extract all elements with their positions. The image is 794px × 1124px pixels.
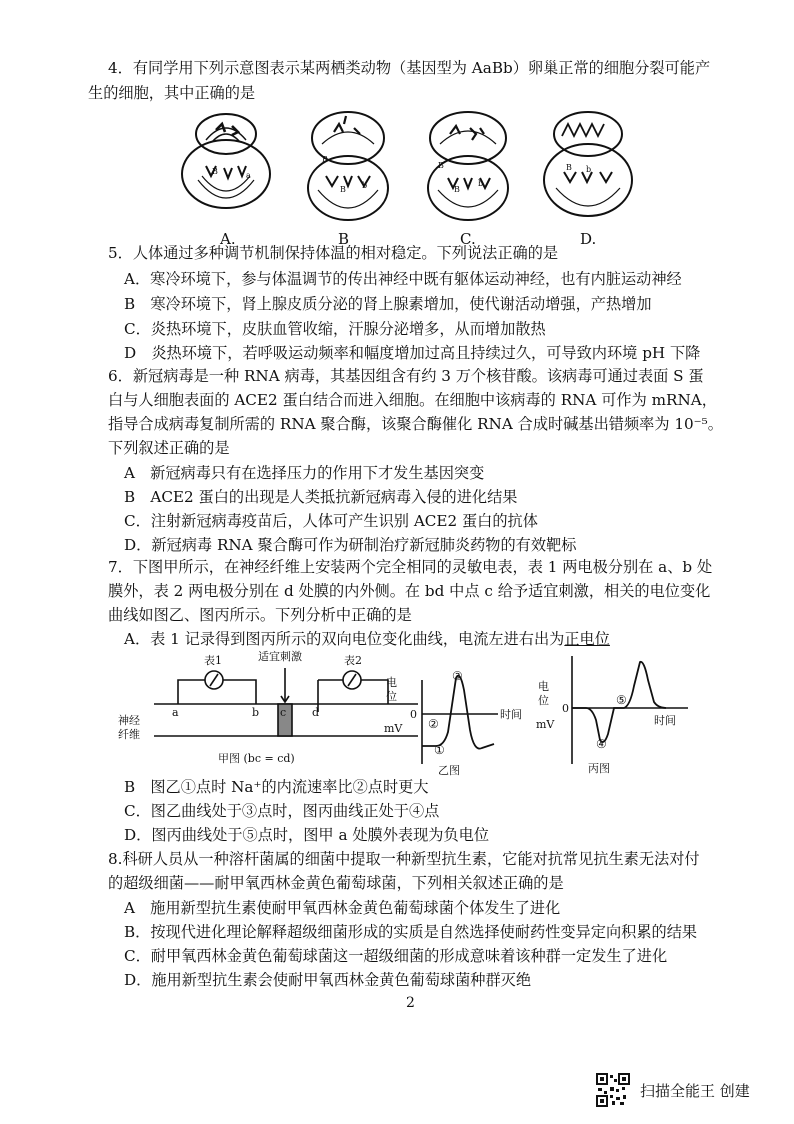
jia-caption: 甲图 (bc = cd) <box>218 752 295 765</box>
yi-caption: 乙图 <box>438 764 460 777</box>
bing-xlabel: 时间 <box>654 714 676 727</box>
q4-cell-diagrams <box>176 106 646 248</box>
stimulus-label: 适宜刺激 <box>258 650 302 663</box>
q7-option-b: B 图乙①点时 Na⁺的内流速率比②点时更大 <box>124 778 429 796</box>
q7-figure <box>118 650 698 778</box>
yi-point-3: ③ <box>452 669 463 683</box>
point-c: c <box>280 706 287 719</box>
q5-option-a: A．寒冷环境下，参与体温调节的传出神经中既有躯体运动神经，也有内脏运动神经 <box>124 270 682 288</box>
yi-ylabel-1: 电 <box>386 676 397 689</box>
q7-option-c: C．图乙曲线处于③点时，图丙曲线正处于④点 <box>124 802 440 820</box>
svg-text:B: B <box>340 185 346 194</box>
yi-ylabel-2: 位 <box>386 690 397 703</box>
q6-stem-line1: 6．新冠病毒是一种 RNA 病毒，其基因组含有约 3 万个核苷酸。该病毒可通过表面 S 蛋 <box>108 367 704 385</box>
svg-text:b: b <box>362 181 368 190</box>
q4-stem-line1: 4．有同学用下列示意图表示某两栖类动物（基因型为 AaBb）卵巢正常的细胞分裂可能产 <box>108 59 711 77</box>
point-d: d <box>312 706 320 719</box>
q6-option-b: B ACE2 蛋白的出现是人类抵抗新冠病毒入侵的进化结果 <box>124 488 518 506</box>
svg-text:b: b <box>586 165 592 174</box>
q5-stem: 5．人体通过多种调节机制保持体温的相对稳定。下列说法正确的是 <box>108 244 559 262</box>
page-number: 2 <box>406 995 415 1011</box>
q8-stem-line1: 8.科研人员从一种溶杆菌属的细菌中提取一种新型抗生素，它能对抗常见抗生素无法对付 <box>108 850 700 868</box>
bing-ylabel-1: 电 <box>538 680 549 693</box>
q8-stem-line2: 的超级细菌——耐甲氧西林金黄色葡萄球菌，下列相关叙述正确的是 <box>108 874 564 892</box>
yi-zero: 0 <box>410 708 417 721</box>
watermark-text: 扫描全能王 创建 <box>640 1082 750 1100</box>
q6-stem-line3: 指导合成病毒复制所需的 RNA 聚合酶，该聚合酶催化 RNA 合成时碱基出错频率为 10⁻⁵。 <box>108 415 723 433</box>
q7-option-a-underlined: 正电位 <box>564 630 610 648</box>
q7-option-a-text: A．表 1 记录得到图丙所示的双向电位变化曲线，电流左进右出为 <box>124 630 565 648</box>
bing-yunit: mV <box>536 718 555 731</box>
point-a: a <box>172 706 179 719</box>
yi-point-2: ② <box>428 717 439 731</box>
cell-diagram-b <box>308 112 388 220</box>
q6-option-d: D．新冠病毒 RNA 聚合酶可作为研制治疗新冠肺炎药物的有效靶标 <box>124 536 577 554</box>
svg-text:b: b <box>478 179 484 188</box>
q6-option-a: A 新冠病毒只有在选择压力的作用下才发生基因突变 <box>124 464 485 482</box>
bing-zero: 0 <box>562 702 569 715</box>
q4-label-a: A. <box>220 230 236 248</box>
meter1-label: 表1 <box>204 654 222 667</box>
svg-text:a: a <box>246 171 251 180</box>
q5-option-c: C．炎热环境下，皮肤血管收缩，汗腺分泌增多，从而增加散热 <box>124 320 546 338</box>
point-b: b <box>252 706 260 719</box>
bing-chart <box>572 656 688 764</box>
fiber-label-1: 神经 <box>118 714 140 727</box>
q4-label-b: B <box>338 230 350 248</box>
meter2-label: 表2 <box>344 654 362 667</box>
svg-text:B: B <box>454 185 460 194</box>
q5-option-b: B 寒冷环境下，肾上腺皮质分泌的肾上腺素增加，使代谢活动增强，产热增加 <box>124 295 652 313</box>
q8-option-a: A 施用新型抗生素使耐甲氧西林金黄色葡萄球菌个体发生了进化 <box>124 899 561 917</box>
q4-label-d: D. <box>580 230 597 248</box>
q4-stem-line2: 生的细胞，其中正确的是 <box>88 84 256 102</box>
bing-ylabel-2: 位 <box>538 694 549 707</box>
bing-point-4: ④ <box>596 737 607 751</box>
q8-option-c: C．耐甲氧西林金黄色葡萄球菌这一超级细菌的形成意味着该种群一定发生了进化 <box>124 947 668 965</box>
bing-caption: 丙图 <box>588 762 610 775</box>
q8-option-d: D．施用新型抗生素会使耐甲氧西林金黄色葡萄球菌种群灭绝 <box>124 971 532 989</box>
q6-stem-line4: 下列叙述正确的是 <box>108 439 230 457</box>
bing-point-5: ⑤ <box>616 693 627 707</box>
yi-xlabel: 时间 <box>500 708 522 721</box>
q7-stem-line1: 7．下图甲所示，在神经纤维上安装两个完全相同的灵敏电表，表 1 两电极分别在 a、b 处 <box>108 558 713 576</box>
svg-text:B: B <box>566 163 572 172</box>
svg-text:B: B <box>438 161 444 170</box>
q4-label-c: C. <box>460 230 476 248</box>
fiber-label-2: 纤维 <box>118 728 140 741</box>
yi-point-1: ① <box>434 743 445 757</box>
cell-diagram-a <box>182 114 270 208</box>
yi-yunit: mV <box>384 722 403 735</box>
q6-stem-line2: 白与人细胞表面的 ACE2 蛋白结合而进入细胞。在细胞中该病毒的 RNA 可作为 mRNA， <box>108 391 717 409</box>
q7-stem-line3: 曲线如图乙、图丙所示。下列分析中正确的是 <box>108 606 412 624</box>
jia-diagram <box>154 668 418 736</box>
q8-option-b: B．按现代进化理论解释超级细菌形成的实质是自然选择使耐药性变异定向积累的结果 <box>124 923 698 941</box>
q6-option-c: C．注射新冠病毒疫苗后，人体可产生识别 ACE2 蛋白的抗体 <box>124 512 538 530</box>
cell-diagram-d <box>544 112 632 216</box>
q7-option-a <box>124 628 610 650</box>
q7-stem-line2: 膜外，表 2 两电极分别在 d 处膜的内外侧。在 bd 中点 c 给予适宜刺激，相关的电位变化 <box>108 582 711 600</box>
qr-code-icon <box>596 1073 630 1107</box>
q7-option-d: D．图丙曲线处于⑤点时，图甲 a 处膜外表现为负电位 <box>124 826 490 844</box>
q5-option-d: D 炎热环境下，若呼吸运动频率和幅度增加过高且持续过久，可导致内环境 pH 下降 <box>124 344 701 362</box>
svg-text:B: B <box>322 155 328 164</box>
svg-text:B: B <box>212 167 218 176</box>
